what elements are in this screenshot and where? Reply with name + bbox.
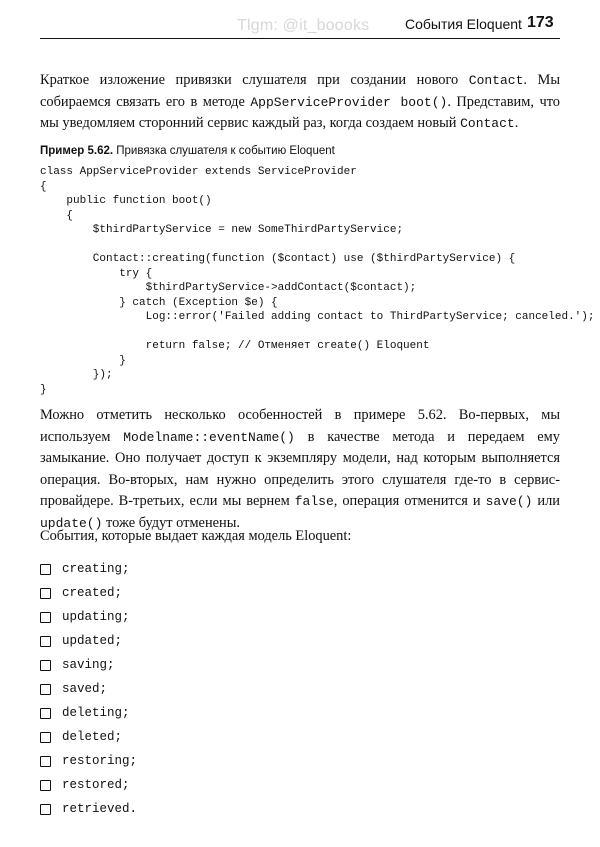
intro-text-2: . Мы собираемся связать его в методе [40, 72, 560, 110]
running-title: События Eloquent [405, 16, 522, 32]
page-number: 173 [527, 14, 554, 31]
intro-code-contact: Contact [468, 73, 524, 88]
intro-paragraph [40, 70, 560, 135]
example-title: Привязка слушателя к событию Eloquent [113, 145, 335, 157]
list-item [40, 701, 137, 725]
checkbox-icon [40, 756, 51, 767]
checkbox-icon [40, 636, 51, 647]
discussion-text-3: , операция отменится и [333, 493, 486, 509]
discussion-text-2: в качестве метода и передаем ему замыкание. Оно получает доступ к экземпляру модели, над которым выполняется операция. Во-вторых, нам нужно определить этого слушателя где-то в сервис-провайдере. В-третьих, если мы вернем [40, 428, 560, 509]
checkbox-icon [40, 588, 51, 599]
discussion-text-5: тоже будут отменены. [102, 514, 241, 531]
list-item [40, 773, 137, 797]
event-name: restoring; [62, 754, 138, 768]
list-item [40, 557, 137, 581]
list-item [40, 797, 137, 821]
event-name: created; [62, 586, 123, 600]
list-item [40, 629, 137, 653]
intro-text-3: . Представим, что мы уведомляем сторонний сервис каждый раз, когда создаем новый [40, 93, 560, 131]
intro-code-boot: AppServiceProvider boot() [250, 94, 448, 110]
discussion-code-eventname: Modelname::eventName() [123, 429, 295, 445]
discussion-code-update: update() [40, 515, 103, 531]
intro-text-1: Краткое изложение привязки слушателя при создании нового [40, 72, 469, 88]
discussion-code-save: save() [485, 494, 533, 509]
event-name: restored; [62, 778, 130, 792]
list-item [40, 605, 137, 629]
checkbox-icon [40, 804, 51, 815]
event-name: updating; [62, 610, 130, 624]
event-name: saved; [62, 682, 108, 696]
checkbox-icon [40, 732, 51, 743]
code-listing: class AppServiceProvider extends ServiceProvider { public function boot() { $thirdPartyService = new SomeThirdPartyService; Contact::creating(function ($contact) use ($thirdPartyService) { try { $thirdPartyService->addContact($contact); } catch (Exception $e) { Log::error('Failed adding contact to ThirdPartyService; canceled.'); return false; // Отменяет create() Eloquent } }); } [40, 166, 595, 396]
list-item [40, 749, 137, 773]
event-name: deleted; [62, 730, 123, 744]
watermark: Tlgm: @it_boooks [237, 17, 370, 34]
event-name: deleting; [62, 706, 130, 720]
intro-code-contact-2: Contact [460, 116, 515, 131]
event-name: updated; [62, 634, 123, 648]
checkbox-icon [40, 612, 51, 623]
discussion-paragraph [40, 405, 560, 534]
event-name: creating; [62, 562, 130, 576]
discussion-code-false: false [294, 494, 334, 509]
event-name: retrieved. [62, 802, 138, 816]
example-caption [40, 145, 335, 157]
list-item [40, 677, 137, 701]
event-name: saving; [62, 658, 115, 672]
header-rule [40, 38, 560, 39]
checkbox-icon [40, 780, 51, 791]
page-header [0, 0, 600, 42]
list-item [40, 725, 137, 749]
checkbox-icon [40, 564, 51, 575]
discussion-text-4: или [532, 493, 560, 509]
checkbox-icon [40, 708, 51, 719]
events-intro: События, которые выдает каждая модель Eloquent: [40, 528, 352, 544]
events-list [40, 557, 137, 821]
example-label: Пример 5.62. [40, 145, 114, 157]
checkbox-icon [40, 684, 51, 695]
list-item [40, 581, 137, 605]
discussion-text-1: Можно отметить несколько особенностей в примере 5.62. Во-первых, мы используем [40, 407, 560, 445]
checkbox-icon [40, 660, 51, 671]
intro-text-4: . [514, 115, 519, 131]
list-item [40, 653, 137, 677]
